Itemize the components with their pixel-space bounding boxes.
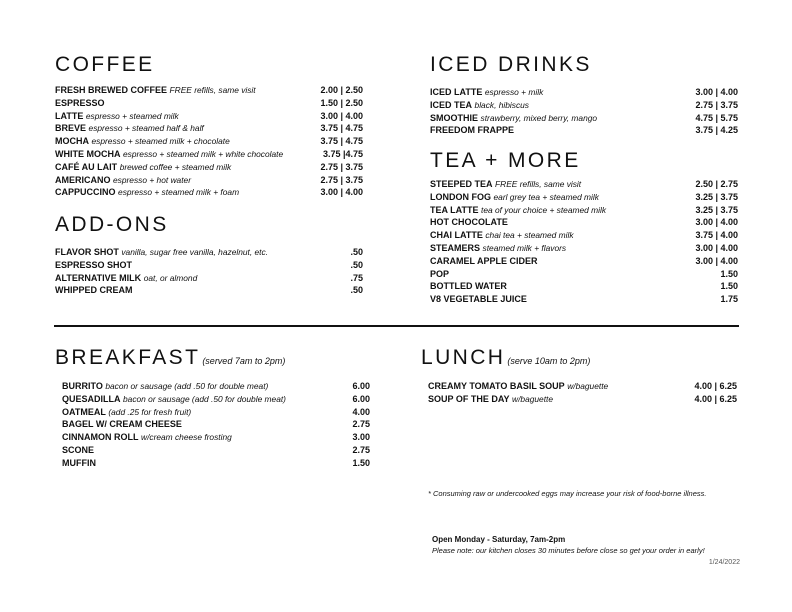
menu-item bbox=[62, 406, 370, 419]
menu-item bbox=[55, 135, 363, 148]
menu-item bbox=[430, 255, 738, 268]
menu-item-name: FREEDOM FRAPPE bbox=[430, 125, 515, 136]
coffee-section bbox=[55, 53, 363, 198]
menu-item-label bbox=[62, 406, 191, 419]
addons-section bbox=[55, 213, 363, 296]
menu-item-description: oat, or almond bbox=[143, 272, 198, 283]
menu-item-price: 3.75 |4.75 bbox=[322, 148, 363, 159]
menu-item-price: 3.75 | 4.75 bbox=[320, 123, 363, 134]
menu-item-label bbox=[430, 280, 507, 293]
menu-item-description: espresso + steamed milk + chocolate bbox=[91, 136, 230, 147]
coffee-items bbox=[55, 84, 363, 199]
menu-item-label bbox=[62, 444, 94, 457]
tea-section bbox=[430, 149, 738, 305]
menu-item bbox=[55, 148, 363, 161]
addons-title: ADD-ONS bbox=[55, 213, 169, 236]
menu-item-name: ICED LATTE bbox=[430, 87, 483, 97]
breakfast-items bbox=[62, 380, 370, 470]
menu-item-name: OATMEAL bbox=[62, 406, 106, 417]
menu-item-name: SOUP OF THE DAY bbox=[428, 393, 510, 404]
menu-item bbox=[430, 86, 738, 99]
menu-item-price: .50 bbox=[350, 259, 363, 270]
menu-item bbox=[55, 186, 363, 199]
menu-item-price: 3.00 | 4.00 bbox=[320, 110, 363, 121]
menu-item-label bbox=[62, 457, 96, 470]
menu-item-label bbox=[55, 246, 268, 259]
menu-item-price: 3.00 | 4.00 bbox=[695, 242, 738, 253]
lunch-section bbox=[421, 346, 737, 404]
menu-item-price: 3.75 | 4.00 bbox=[695, 230, 738, 241]
menu-item-price: 4.75 | 5.75 bbox=[695, 112, 738, 123]
menu-item-description: espresso + hot water bbox=[113, 174, 191, 185]
menu-item-label bbox=[55, 135, 230, 148]
menu-item-label bbox=[430, 191, 599, 204]
menu-item-label bbox=[428, 380, 608, 393]
menu-item-label bbox=[430, 204, 606, 217]
menu-item bbox=[430, 293, 738, 306]
menu-item-name: ESPRESSO SHOT bbox=[55, 259, 133, 270]
menu-item-price: 2.75 bbox=[352, 444, 370, 455]
menu-item-name: FLAVOR SHOT bbox=[55, 247, 119, 257]
menu-item bbox=[55, 284, 363, 297]
menu-item bbox=[428, 393, 737, 406]
menu-item bbox=[55, 246, 363, 259]
menu-item-description: espresso + steamed half & half bbox=[88, 123, 204, 134]
menu-item-description: w/baguette bbox=[567, 381, 609, 391]
menu-item-name: V8 VEGETABLE JUICE bbox=[430, 294, 527, 305]
menu-item-description: brewed coffee + steamed milk bbox=[119, 161, 232, 172]
menu-item-label bbox=[62, 380, 268, 393]
menu-item-label bbox=[62, 418, 182, 431]
menu-item bbox=[55, 122, 363, 135]
menu-item-name: SCONE bbox=[62, 444, 95, 455]
menu-item-description: earl grey tea + steamed milk bbox=[493, 191, 599, 202]
menu-item-label bbox=[55, 174, 191, 187]
section-divider bbox=[54, 325, 739, 327]
menu-item-price: 4.00 | 6.25 bbox=[694, 393, 737, 404]
menu-item-description: black, hibiscus bbox=[474, 99, 529, 110]
menu-item-label bbox=[430, 255, 538, 268]
menu-item-description: tea of your choice + steamed milk bbox=[481, 204, 607, 215]
menu-item-name: MOCHA bbox=[55, 136, 89, 147]
menu-item-description: espresso + steamed milk bbox=[85, 110, 179, 121]
menu-item-price: .50 bbox=[350, 285, 363, 296]
menu-item-label bbox=[430, 293, 527, 306]
menu-item bbox=[55, 161, 363, 174]
menu-item bbox=[430, 216, 738, 229]
menu-item bbox=[62, 431, 370, 444]
menu-item-label bbox=[55, 97, 105, 110]
menu-item-name: ALTERNATIVE MILK bbox=[55, 272, 142, 283]
menu-item-price: 3.25 | 3.75 bbox=[695, 204, 738, 215]
menu-item-price: 2.75 | 3.75 bbox=[695, 99, 738, 110]
menu-item-name: FRESH BREWED COFFEE bbox=[55, 85, 168, 95]
menu-item bbox=[62, 457, 370, 470]
menu-item-name: STEEPED TEA bbox=[430, 179, 493, 189]
menu-item-price: .50 bbox=[350, 247, 363, 257]
addons-items bbox=[55, 246, 363, 297]
menu-item-name: POP bbox=[430, 268, 450, 279]
menu-item-name: BREVE bbox=[55, 123, 87, 134]
menu-item-name: CREAMY TOMATO BASIL SOUP bbox=[428, 381, 565, 391]
menu-item-price: 2.50 | 2.75 bbox=[695, 179, 738, 189]
menu-item-name: CARAMEL APPLE CIDER bbox=[430, 255, 538, 266]
menu-item-price: 3.75 | 4.75 bbox=[320, 136, 363, 147]
opening-hours: Open Monday - Saturday, 7am-2pm bbox=[432, 535, 566, 544]
breakfast-section bbox=[55, 346, 370, 468]
menu-item-label bbox=[55, 84, 256, 97]
menu-item-name: WHITE MOCHA bbox=[55, 148, 121, 159]
menu-item-label bbox=[430, 86, 543, 99]
menu-item-price: 2.75 | 3.75 bbox=[320, 161, 363, 172]
menu-item bbox=[430, 99, 738, 112]
menu-item bbox=[62, 380, 370, 393]
menu-item-label bbox=[55, 110, 179, 123]
menu-item-name: MUFFIN bbox=[62, 457, 96, 468]
menu-item-price: 3.75 | 4.25 bbox=[695, 125, 738, 136]
menu-item-label bbox=[430, 99, 529, 112]
breakfast-title-text: BREAKFAST bbox=[55, 346, 201, 369]
kitchen-note: Please note: our kitchen closes 30 minutes before close so get your order in early! bbox=[432, 546, 705, 555]
menu-item-name: QUESADILLA bbox=[62, 393, 121, 404]
menu-item-label bbox=[430, 178, 581, 191]
menu-item-label bbox=[55, 122, 204, 135]
iced-title: ICED DRINKS bbox=[430, 53, 592, 76]
menu-item-name: LATTE bbox=[55, 110, 84, 121]
menu-item-name: CINNAMON ROLL bbox=[62, 432, 139, 443]
menu-item-description: vanilla, sugar free vanilla, hazelnut, etc. bbox=[121, 247, 269, 257]
menu-item-label bbox=[430, 124, 514, 137]
menu-item-name: CAPPUCCINO bbox=[55, 187, 116, 198]
menu-item-label bbox=[55, 284, 133, 297]
coffee-title: COFFEE bbox=[55, 53, 155, 76]
menu-item-price: 3.00 | 4.00 bbox=[695, 87, 738, 97]
breakfast-title bbox=[55, 347, 370, 368]
menu-item-label bbox=[55, 272, 197, 285]
menu-item-price: 2.75 | 3.75 bbox=[320, 174, 363, 185]
menu-item bbox=[62, 393, 370, 406]
menu-item-label bbox=[430, 268, 449, 281]
menu-item-price: 1.50 bbox=[720, 281, 738, 292]
menu-item-name: STEAMERS bbox=[430, 242, 481, 253]
menu-item-price: 3.00 | 4.00 bbox=[695, 255, 738, 266]
menu-item-description: espresso + steamed milk + white chocolate bbox=[123, 148, 284, 159]
menu-item-name: ESPRESSO bbox=[55, 97, 105, 108]
menu-item-price: 4.00 | 6.25 bbox=[694, 381, 737, 391]
menu-item-description: (add .25 for fresh fruit) bbox=[108, 406, 192, 417]
menu-item-label bbox=[62, 393, 286, 406]
menu-item-description: espresso + milk bbox=[484, 87, 544, 97]
menu-item-label bbox=[430, 242, 566, 255]
menu-item-description: steamed milk + flavors bbox=[482, 242, 567, 253]
menu-item-price: .75 bbox=[350, 272, 363, 283]
menu-item-label bbox=[430, 112, 597, 125]
menu-item-label bbox=[430, 216, 508, 229]
menu-item-description: strawberry, mixed berry, mango bbox=[480, 112, 598, 123]
menu-item-name: CHAI LATTE bbox=[430, 230, 483, 241]
menu-item-description: FREE refills, same visit bbox=[495, 179, 582, 189]
iced-items bbox=[430, 86, 738, 137]
menu-item bbox=[55, 259, 363, 272]
menu-item-description: espresso + steamed milk + foam bbox=[118, 187, 240, 198]
menu-item-price: 4.00 bbox=[352, 406, 370, 417]
lunch-items bbox=[428, 380, 737, 406]
menu-item-description: chai tea + steamed milk bbox=[485, 230, 574, 241]
menu-item-price: 3.00 | 4.00 bbox=[320, 187, 363, 198]
tea-items bbox=[430, 178, 738, 306]
menu-item bbox=[430, 242, 738, 255]
menu-item bbox=[430, 280, 738, 293]
menu-item-description: bacon or sausage (add .50 for double meat) bbox=[105, 381, 269, 391]
menu-item-price: 3.00 bbox=[352, 432, 370, 443]
menu-item bbox=[428, 380, 737, 393]
menu-item bbox=[55, 174, 363, 187]
menu-item-price: 6.00 bbox=[352, 393, 370, 404]
menu-item bbox=[62, 444, 370, 457]
menu-item-label bbox=[428, 393, 553, 406]
lunch-title bbox=[421, 347, 737, 368]
menu-item-price: 1.50 bbox=[352, 457, 370, 468]
menu-item-label bbox=[55, 259, 132, 272]
menu-item bbox=[430, 204, 738, 217]
menu-item-name: BAGEL W/ CREAM CHEESE bbox=[62, 419, 182, 430]
menu-item-description: FREE refills, same visit bbox=[169, 85, 256, 95]
lunch-hours: (serve 10am to 2pm) bbox=[507, 356, 591, 366]
egg-disclaimer: * Consuming raw or undercooked eggs may increase your risk of food-borne illness. bbox=[428, 489, 707, 498]
menu-item-price: 1.50 bbox=[720, 268, 738, 279]
menu-item-name: TEA LATTE bbox=[430, 204, 479, 215]
menu-item bbox=[430, 124, 738, 137]
tea-title: TEA + MORE bbox=[430, 149, 581, 172]
menu-item-price: 1.75 bbox=[720, 294, 738, 305]
menu-item-name: LONDON FOG bbox=[430, 191, 491, 202]
menu-item-description: w/baguette bbox=[512, 393, 554, 404]
menu-item-name: WHIPPED CREAM bbox=[55, 285, 133, 296]
lunch-title-text: LUNCH bbox=[421, 346, 506, 369]
menu-item-description: w/cream cheese frosting bbox=[141, 432, 232, 443]
menu-item-name: HOT CHOCOLATE bbox=[430, 217, 508, 228]
menu-item-price: 2.00 | 2.50 bbox=[320, 85, 363, 95]
menu-item bbox=[55, 84, 363, 97]
menu-item bbox=[55, 272, 363, 285]
menu-item bbox=[430, 268, 738, 281]
menu-item-name: CAFÉ AU LAIT bbox=[55, 161, 118, 172]
menu-item bbox=[430, 229, 738, 242]
menu-item-name: BURRITO bbox=[62, 381, 103, 391]
menu-item-name: SMOOTHIE bbox=[430, 112, 479, 123]
menu-item-name: ICED TEA bbox=[430, 99, 473, 110]
menu-item-description: bacon or sausage (add .50 for double meat) bbox=[123, 393, 286, 404]
menu-item-price: 1.50 | 2.50 bbox=[320, 97, 363, 108]
menu-item bbox=[430, 178, 738, 191]
menu-item-label bbox=[55, 148, 283, 161]
menu-item-price: 3.00 | 4.00 bbox=[695, 217, 738, 228]
menu-item-name: BOTTLED WATER bbox=[430, 281, 507, 292]
breakfast-hours: (served 7am to 2pm) bbox=[202, 356, 286, 366]
menu-item bbox=[62, 418, 370, 431]
menu-item-price: 3.25 | 3.75 bbox=[695, 191, 738, 202]
menu-item bbox=[430, 191, 738, 204]
menu-item-label bbox=[430, 229, 574, 242]
menu-item bbox=[430, 112, 738, 125]
menu-item bbox=[55, 110, 363, 123]
menu-item-price: 2.75 bbox=[352, 419, 370, 430]
iced-section bbox=[430, 53, 738, 136]
menu-item-label bbox=[55, 186, 239, 199]
menu-item-name: AMERICANO bbox=[55, 174, 111, 185]
menu-item bbox=[55, 97, 363, 110]
menu-date: 1/24/2022 bbox=[708, 559, 740, 566]
menu-item-label bbox=[62, 431, 232, 444]
menu-item-price: 6.00 bbox=[352, 381, 370, 391]
menu-item-label bbox=[55, 161, 231, 174]
